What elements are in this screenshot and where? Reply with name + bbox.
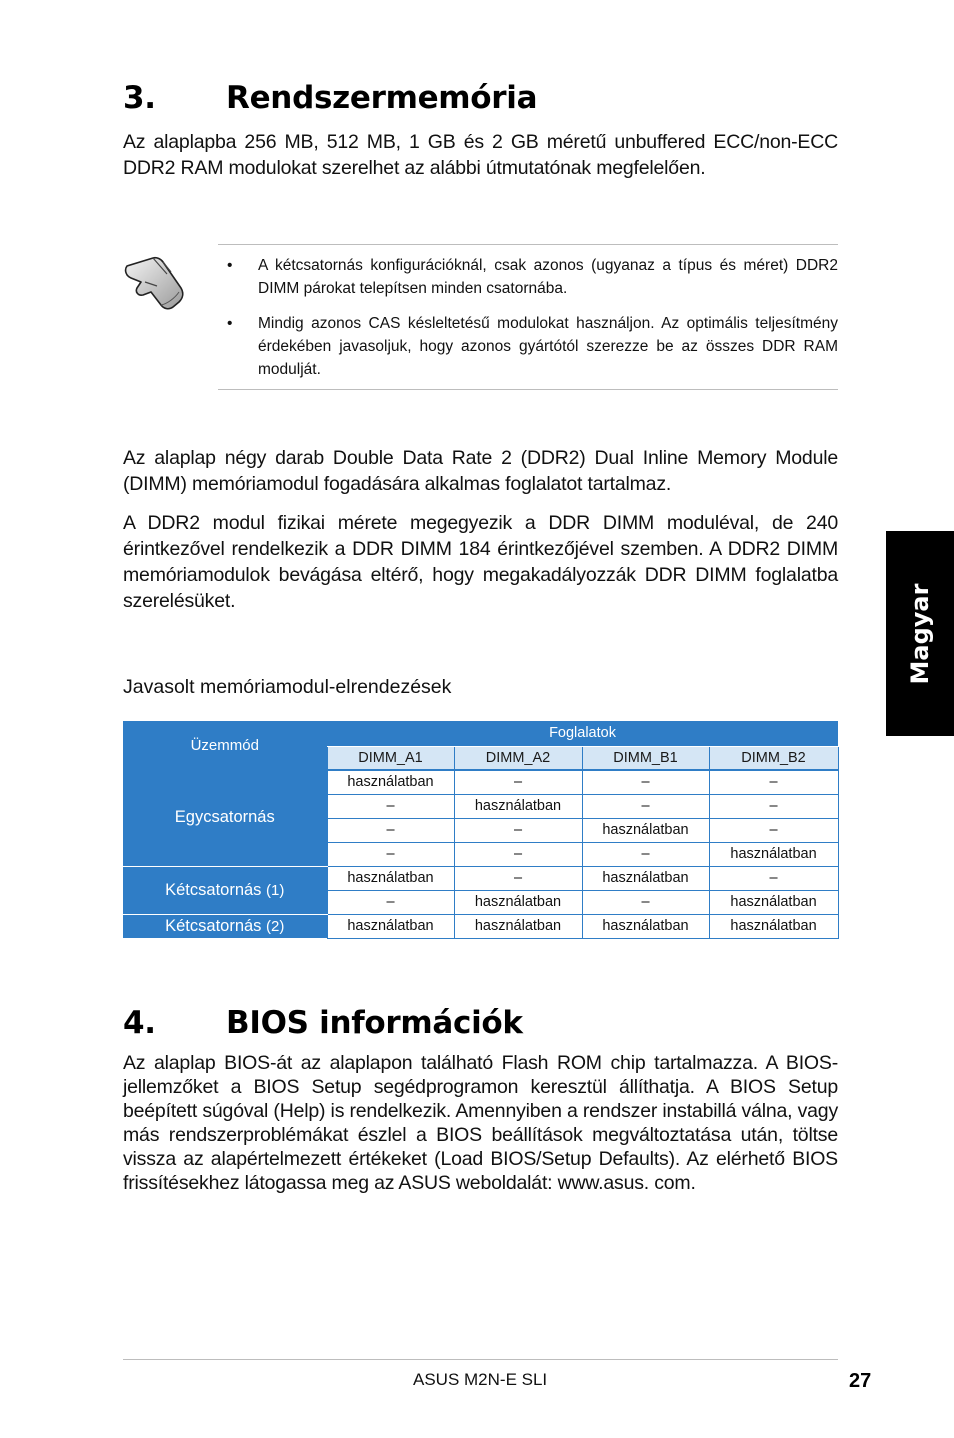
table-cell: –: [327, 818, 454, 842]
section-4-body: Az alaplap BIOS-át az alaplapon található Flash ROM chip tartalmazza. A BIOS-jellemzőket a BIOS Setup segédprogramon keresztül állíthatja. A BIOS Setup beépített súgóval (Help) is rendelkezik. Amennyiben a rendszer instabillá válna, vagy más rendszerproblémákat észlel a BIOS beállítások megváltoztatása után, töltse vissza az alapértelmezett értékeket (Load BIOS/Setup Defaults). Az elérhető BIOS frissítésekhez látogassa meg az ASUS weboldalát: www.asus. com.: [123, 1052, 838, 1194]
paragraph-dimm-slots: Az alaplap négy darab Double Data Rate 2 (DDR2) Dual Inline Memory Module (DIMM) memóriamodul fogadására alkalmas foglalatot tartalmaz.: [123, 447, 838, 495]
table-cell: –: [327, 890, 454, 914]
table-row: [123, 770, 838, 794]
table-row: [123, 866, 838, 890]
table-cell: –: [582, 890, 709, 914]
section-3-intro: Az alaplapba 256 MB, 512 MB, 1 GB és 2 GB méretű unbuffered ECC/non-ECC DDR2 RAM modulokat szerelhet az alábbi útmutatónak megfelelően.: [123, 131, 838, 179]
mode-label: [123, 866, 327, 914]
table-cell: használatban: [454, 914, 582, 938]
mode-header: Üzemmód: [123, 721, 327, 770]
note-text: Mindig azonos CAS késleltetésű modulokat használjon. Az optimális teljesítmény érdekében javasoljuk, hogy azonos gyártótól szerezze be az összes DDR RAM modulját.: [258, 315, 838, 378]
note-list: [225, 254, 838, 393]
table-cell: használatban: [582, 914, 709, 938]
section-title: BIOS információk: [226, 1005, 523, 1041]
bullet: •: [227, 315, 233, 332]
footer-rule: [123, 1359, 838, 1360]
column-header: DIMM_A1: [327, 746, 454, 770]
table-title: Javasolt memóriamodul-elrendezések: [123, 676, 452, 698]
column-header: DIMM_B1: [582, 746, 709, 770]
table-cell: –: [709, 794, 838, 818]
table-cell: használatban: [327, 914, 454, 938]
table-cell: használatban: [709, 914, 838, 938]
table-cell: –: [582, 842, 709, 866]
table-cell: használatban: [582, 866, 709, 890]
table-cell: –: [454, 818, 582, 842]
mode-suffix: (1): [266, 881, 285, 899]
note-top-rule: [218, 244, 838, 245]
table-cell: használatban: [709, 842, 838, 866]
section-number: 3.: [123, 80, 156, 116]
mode-suffix: (2): [266, 917, 285, 935]
column-header: DIMM_B2: [709, 746, 838, 770]
paragraph-ddr2-info: A DDR2 modul fizikai mérete megegyezik a DDR DIMM moduléval, de 240 érintkezővel rendelkezik a DDR DIMM 184 érintkezőjével szemben. A DDR2 DIMM memóriamodulok bevágása eltérő, hogy megakadályozzák DDR DIMM foglalatba szerelésüket.: [123, 512, 838, 612]
sockets-header: Foglalatok: [327, 721, 838, 746]
table-cell: használatban: [582, 818, 709, 842]
table-cell: használatban: [454, 890, 582, 914]
section-title: Rendszermemória: [226, 80, 538, 116]
language-side-tab: [886, 531, 954, 736]
note-item: [225, 254, 838, 300]
footer-model: ASUS M2N-E SLI: [413, 1370, 548, 1389]
table-cell: használatban: [327, 866, 454, 890]
column-header: DIMM_A2: [454, 746, 582, 770]
bullet: •: [227, 257, 233, 274]
page-number: 27: [849, 1370, 872, 1392]
table-cell: használatban: [327, 770, 454, 794]
note-text: A kétcsatornás konfigurációknál, csak azonos (ugyanaz a típus és méret) DDR2 DIMM párokat telepítsen minden csatornába.: [258, 257, 838, 297]
table-cell: –: [709, 770, 838, 794]
section-number: 4.: [123, 1005, 156, 1041]
table-cell: –: [454, 866, 582, 890]
memory-config-table: [123, 721, 839, 939]
language-label: Magyar: [906, 583, 934, 684]
table-row: [123, 914, 838, 938]
table-cell: –: [327, 842, 454, 866]
table-cell: –: [582, 794, 709, 818]
table-cell: –: [454, 842, 582, 866]
pointing-hand-icon: [123, 252, 193, 312]
table-cell: –: [709, 818, 838, 842]
table-cell: használatban: [454, 794, 582, 818]
table-cell: –: [709, 866, 838, 890]
mode-name: Kétcsatornás: [165, 880, 262, 899]
note-bottom-rule: [218, 389, 838, 390]
table-cell: –: [582, 770, 709, 794]
mode-label: [123, 914, 327, 938]
note-item: [225, 312, 838, 381]
table-cell: –: [327, 794, 454, 818]
mode-label: [123, 770, 327, 866]
table-cell: használatban: [709, 890, 838, 914]
mode-name: Kétcsatornás: [165, 916, 262, 935]
table-cell: –: [454, 770, 582, 794]
mode-name: Egycsatornás: [174, 808, 275, 827]
